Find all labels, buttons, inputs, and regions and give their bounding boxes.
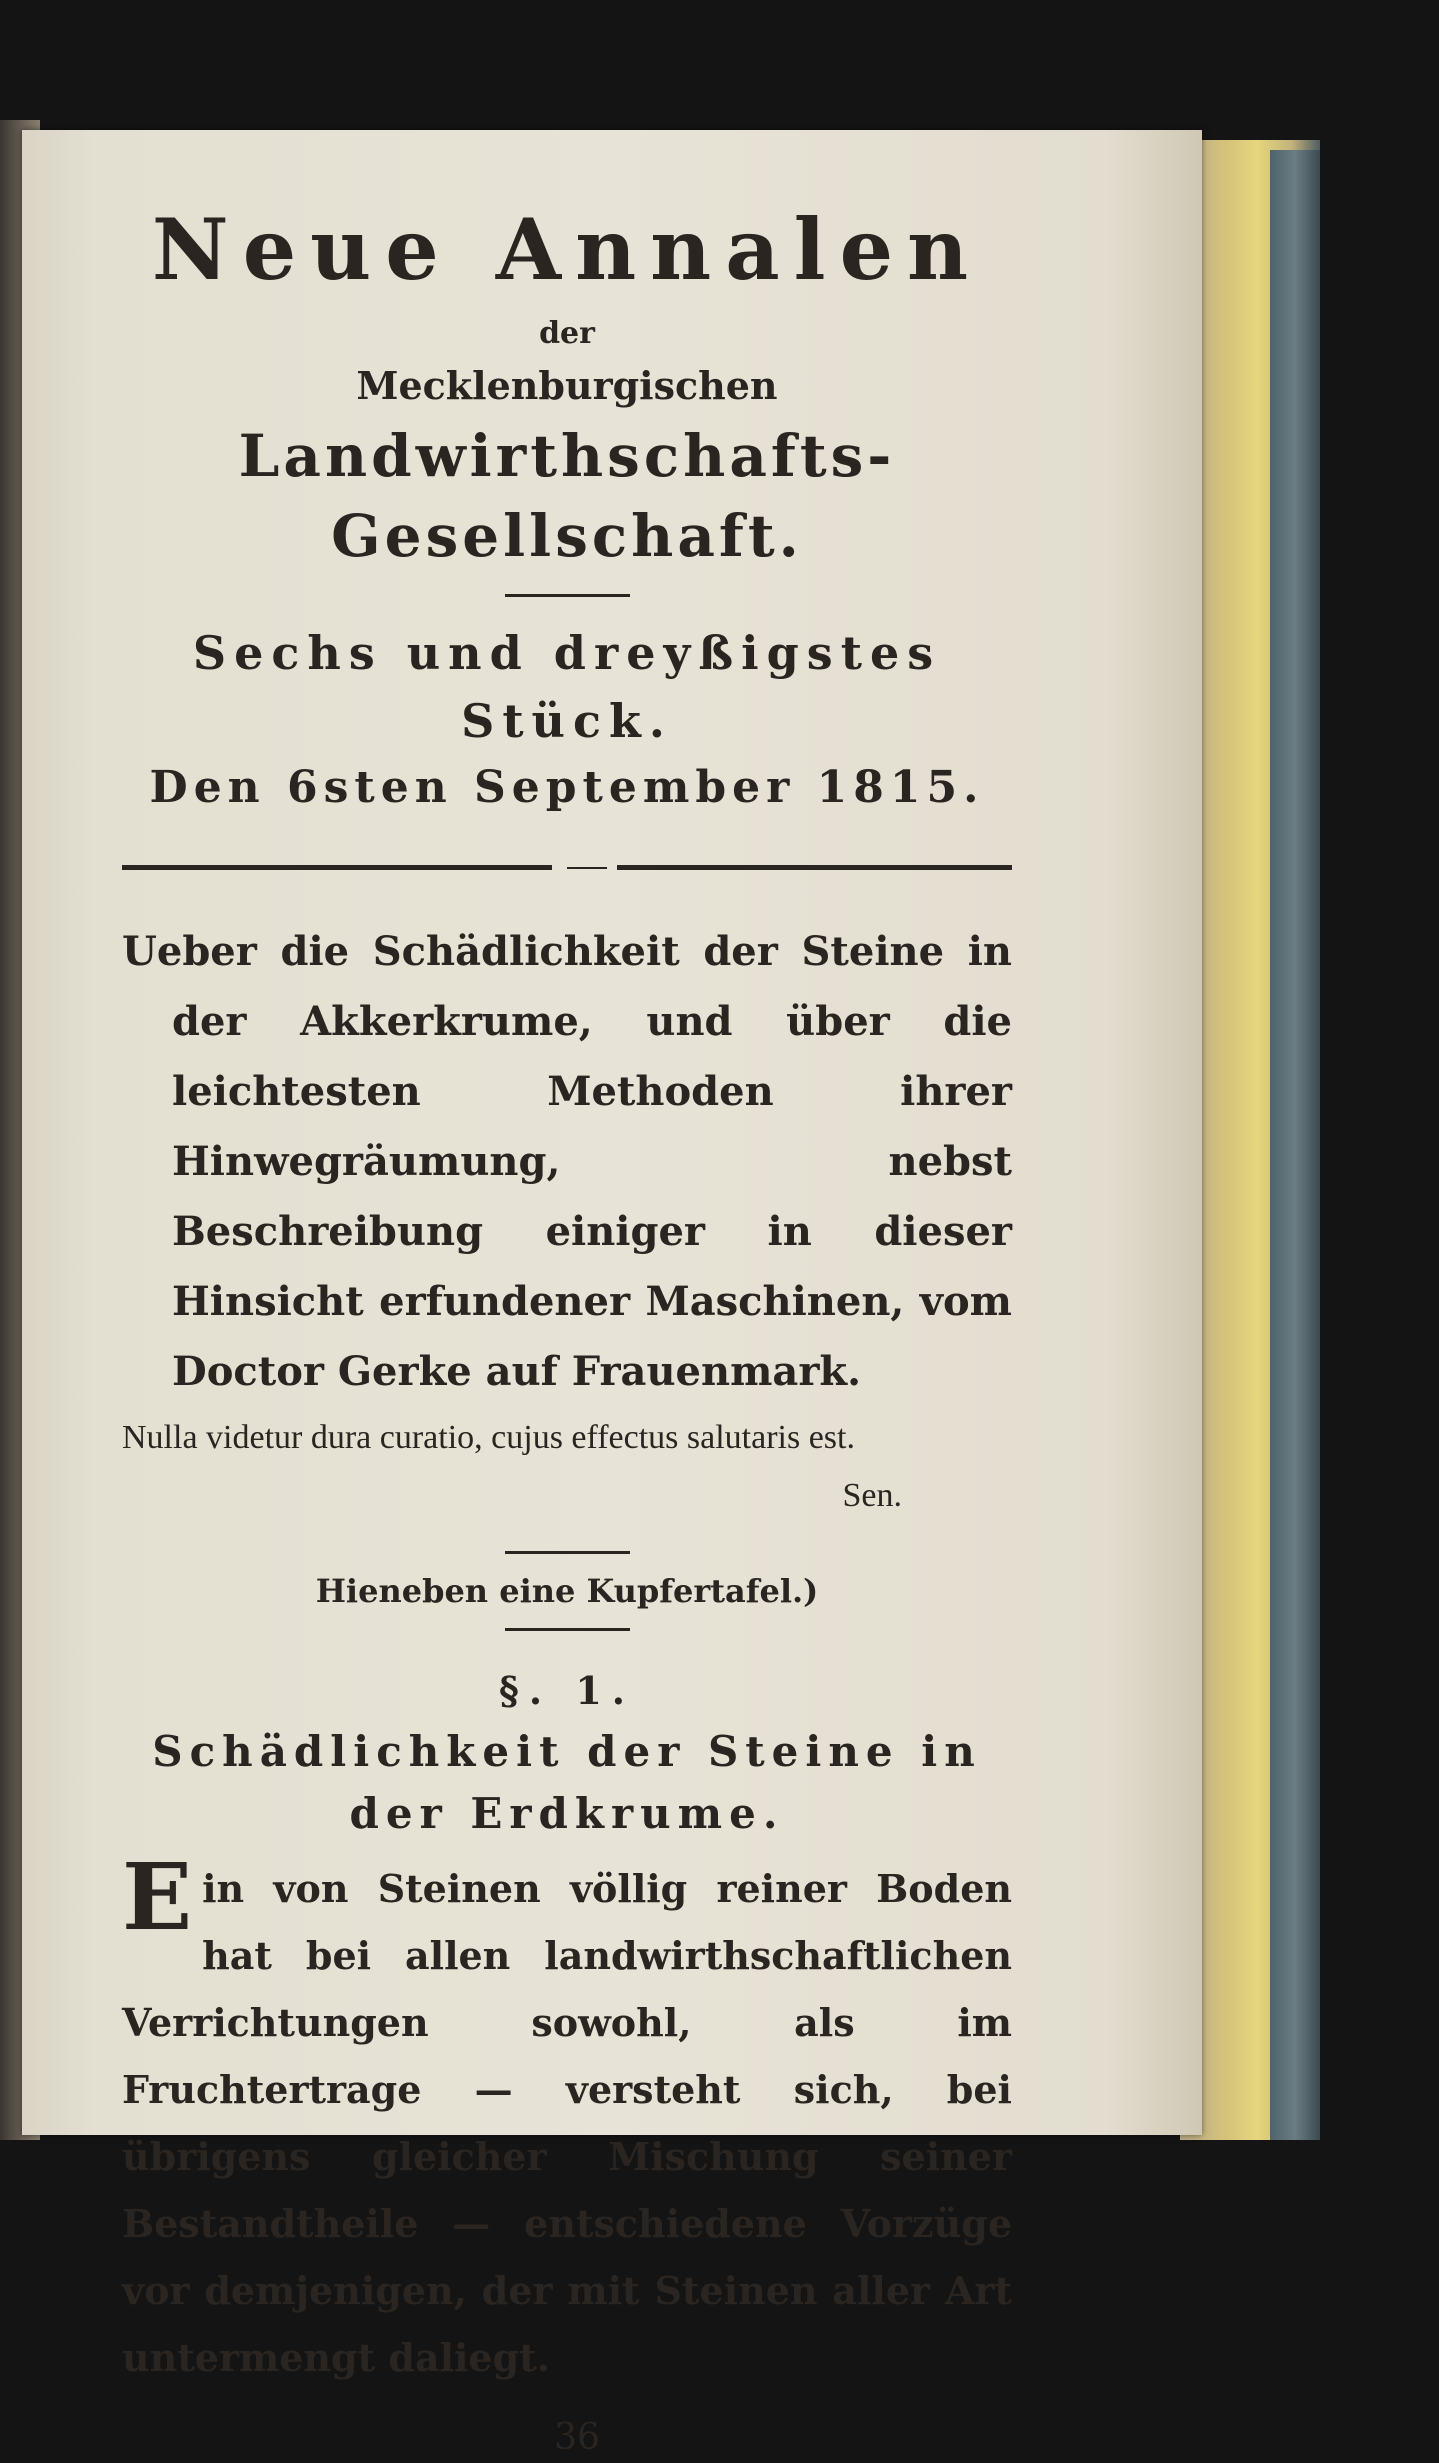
plate-note: Hieneben eine Kupfertafel.) <box>315 1572 819 1610</box>
section-body-text: in von Steinen völlig reiner Boden hat bei allen landwirthschaftlichen Verrichtungen sowohl, als im Fruchtertrage — versteht sich, bei übrigens gleicher Mischung seiner Bestandtheile — entschiedene Vorzüge vor demjenigen, der mit Steinen aller Art untermengt daliegt. <box>122 1866 1012 2380</box>
journal-title: Neue Annalen <box>151 200 983 299</box>
motto-author: Sen. <box>842 1477 902 1514</box>
book-page <box>22 130 1202 2458</box>
header-rule <box>122 865 1012 879</box>
section-body <box>122 1843 1012 2391</box>
page-content <box>122 190 1012 2463</box>
note-divider-top <box>505 1551 630 1554</box>
back-cover-board <box>1270 150 1320 2140</box>
motto-text: Nulla videtur dura curatio, cujus effectus salutaris est. <box>122 1419 855 1456</box>
journal-der: der <box>539 316 595 351</box>
journal-subtitle-1: Mecklenburgischen <box>356 363 778 408</box>
page-number: 36 <box>554 2417 600 2458</box>
motto-attribution-line <box>122 1467 1012 1525</box>
journal-subtitle-2: Landwirthschafts-Gesellschaft. <box>238 422 896 570</box>
article-title: Ueber die Schädlichkeit der Steine in der Akkerkrume, und über die leichtesten Methoden ihrer Hinwegräumung, nebst Beschreibung einiger in dieser Hinsicht erfundener Maschinen, vom Doctor Gerke auf Frauenmark. <box>122 928 1012 1395</box>
note-divider-bottom <box>505 1628 630 1631</box>
drop-cap: E <box>122 1843 193 1951</box>
section-number: §. 1. <box>498 1668 635 1713</box>
section-heading: Schädlichkeit der Steine in der Erdkrume. <box>152 1727 982 1838</box>
issue-number: Sechs und dreyßigstes Stück. <box>192 626 942 748</box>
title-divider <box>505 594 630 597</box>
issue-date: Den 6sten September 1815. <box>149 762 985 813</box>
